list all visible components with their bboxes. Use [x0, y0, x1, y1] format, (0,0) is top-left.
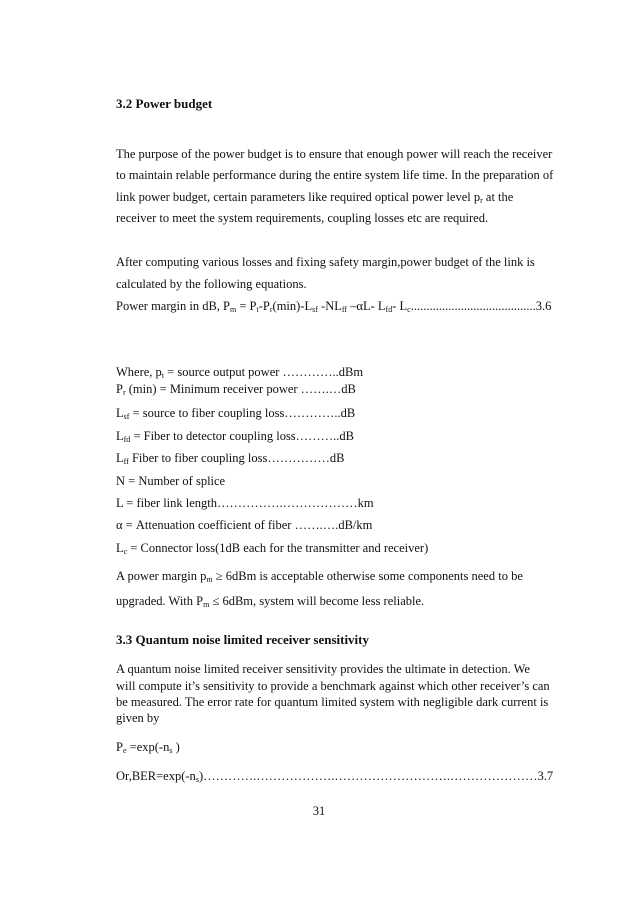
- definition-lff: $L_{ff}$ Fiber to fiber coupling loss……………dB: [116, 451, 345, 466]
- page-number: 31: [312, 804, 326, 818]
- paragraph-line: calculated by the following equations.: [116, 277, 307, 291]
- margin-line-1: A power margin $p_m \ge 6dBm$ is acceptable otherwise some components need to be: [116, 569, 523, 584]
- margin-line-2: upgraded. With $P_m \le 6dBm$, system will become less reliable.: [116, 594, 425, 609]
- paragraph-line: will compute it’s sensitivity to provide a benchmark against which other receiver’s can: [116, 679, 550, 693]
- definition-lc: $L_c$ = Connector loss(1dB each for the transmitter and receiver): [116, 541, 429, 556]
- section-heading-3-2: 3.2 Power budget: [116, 96, 213, 111]
- paragraph-line: A quantum noise limited receiver sensitivity provides the ultimate in detection. We: [116, 662, 530, 676]
- section-heading-3-3: 3.3 Quantum noise limited receiver sensitivity: [116, 632, 369, 647]
- paragraph-line: given by: [116, 711, 160, 725]
- definition-n: N = Number of splice: [116, 474, 226, 488]
- definition-alpha: α = Attenuation coefficient of fiber …….….dB/km: [116, 518, 373, 532]
- equation-3-7: $Or,BER=\exp(-n_s)\dots\dots\dots\dots.\dots\dots\dots\dots\dots\dots.\dots\dots\dots\dots\dots\dots\dots\dots\dots.\dots\dots\dots\dots\dots\dots\dots 3.7$: [116, 769, 554, 784]
- definition-lsf: $L_{sf}$ = source to fiber coupling loss…………..dB: [116, 406, 356, 421]
- definition-l: L = fiber link length…………….………………km: [116, 496, 374, 510]
- definition-lfd: $L_{fd}$ = Fiber to detector coupling loss………..dB: [116, 429, 355, 444]
- paragraph-line: receiver to meet the system requirements, coupling losses etc are required.: [116, 211, 489, 225]
- equation-pe: $P_e =\exp(-n_s$ ): [116, 740, 180, 755]
- paragraph-line: The purpose of the power budget is to ensure that enough power will reach the receiver: [116, 147, 553, 161]
- paragraph-line: be measured. The error rate for quantum limited system with negligible dark current is: [116, 695, 549, 709]
- paragraph-line: After computing various losses and fixing safety margin,power budget of the link is: [116, 255, 535, 269]
- equation-3-6: Power margin in dB, $P_m = P_t-P_r(\min)-L_{sf}$ $-NL_{ff}$ –αL- $L_{fd}-$ $L_c........................................3.6$: [116, 299, 552, 314]
- paragraph-line: to maintain relable performance during the entire system life time. In the preparation of: [116, 168, 554, 182]
- paragraph-line: link power budget, certain parameters like required optical power level $p_r$ at the: [116, 190, 514, 205]
- definition-pr: $P_r$ (min) = Minimum receiver power …….…dB: [116, 382, 356, 397]
- definition-pt: Where, $p_t$ = source output power …………..dBm: [116, 365, 364, 380]
